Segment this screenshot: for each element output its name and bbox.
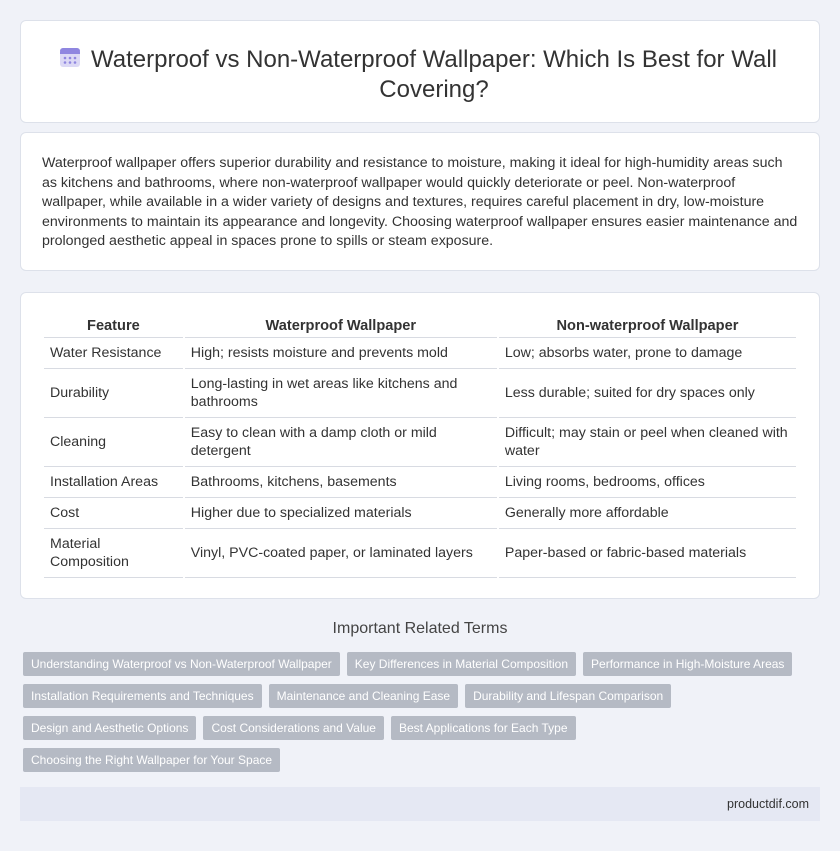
summary-card bbox=[20, 132, 820, 271]
related-term-tag[interactable]: Design and Aesthetic Options bbox=[23, 716, 196, 740]
comparison-table bbox=[42, 315, 798, 578]
table-row bbox=[44, 338, 796, 369]
summary-paragraph: Waterproof wallpaper offers superior durability and resistance to moisture, making it ideal for high-humidity areas such as kitchens and bathrooms, where non-waterproof wallpaper would quickly deteriorate or peel. Non-waterproof wallpaper, while available in a wider variety of designs and textures, requires careful placement in dry, low-moisture environments to maintain its appearance and longevity. Choosing waterproof wallpaper ensures easier maintenance and prolonged aesthetic appeal in spaces prone to spills or steam exposure. bbox=[42, 155, 798, 250]
header-card bbox=[20, 20, 820, 123]
column-header-feature: Feature bbox=[44, 315, 183, 338]
table-cell: Installation Areas bbox=[44, 467, 183, 498]
table-row bbox=[44, 467, 796, 498]
related-term-tag[interactable]: Installation Requirements and Techniques bbox=[23, 684, 262, 708]
table-cell: Generally more affordable bbox=[499, 498, 796, 529]
footer-site-link[interactable]: productdif.com bbox=[727, 797, 809, 811]
table-row bbox=[44, 369, 796, 418]
table-cell: Vinyl, PVC-coated paper, or laminated layers bbox=[185, 529, 497, 578]
table-cell: Low; absorbs water, prone to damage bbox=[499, 338, 796, 369]
table-row bbox=[44, 529, 796, 578]
table-cell: Durability bbox=[44, 369, 183, 418]
related-terms-heading: Important Related Terms bbox=[332, 620, 508, 637]
table-row bbox=[44, 498, 796, 529]
table-cell: Difficult; may stain or peel when cleaned with water bbox=[499, 418, 796, 467]
related-term-tag[interactable]: Understanding Waterproof vs Non-Waterproof Wallpaper bbox=[23, 652, 340, 676]
related-terms-tags bbox=[23, 652, 803, 780]
column-header-waterproof: Waterproof Wallpaper bbox=[185, 315, 497, 338]
table-cell: Cleaning bbox=[44, 418, 183, 467]
table-cell: Easy to clean with a damp cloth or mild detergent bbox=[185, 418, 497, 467]
table-row bbox=[44, 418, 796, 467]
page-title: Waterproof vs Non-Waterproof Wallpaper: Which Is Best for Wall Covering? bbox=[91, 46, 777, 103]
table-header-row bbox=[44, 315, 796, 338]
column-header-non-waterproof: Non-waterproof Wallpaper bbox=[499, 315, 796, 338]
table-cell: Living rooms, bedrooms, offices bbox=[499, 467, 796, 498]
related-term-tag[interactable]: Key Differences in Material Composition bbox=[347, 652, 576, 676]
related-term-tag[interactable]: Durability and Lifespan Comparison bbox=[465, 684, 671, 708]
table-cell: Higher due to specialized materials bbox=[185, 498, 497, 529]
table-cell: Water Resistance bbox=[44, 338, 183, 369]
related-term-tag[interactable]: Choosing the Right Wallpaper for Your Space bbox=[23, 748, 280, 772]
table-cell: Cost bbox=[44, 498, 183, 529]
footer bbox=[20, 787, 820, 821]
comparison-card bbox=[20, 292, 820, 599]
related-term-tag[interactable]: Performance in High-Moisture Areas bbox=[583, 652, 792, 676]
related-term-tag[interactable]: Maintenance and Cleaning Ease bbox=[269, 684, 458, 708]
table-cell: High; resists moisture and prevents mold bbox=[185, 338, 497, 369]
table-cell: Bathrooms, kitchens, basements bbox=[185, 467, 497, 498]
table-cell: Long-lasting in wet areas like kitchens and bathrooms bbox=[185, 369, 497, 418]
table-cell: Material Composition bbox=[44, 529, 183, 578]
table-cell: Less durable; suited for dry spaces only bbox=[499, 369, 796, 418]
table-cell: Paper-based or fabric-based materials bbox=[499, 529, 796, 578]
related-term-tag[interactable]: Best Applications for Each Type bbox=[391, 716, 576, 740]
related-term-tag[interactable]: Cost Considerations and Value bbox=[203, 716, 384, 740]
